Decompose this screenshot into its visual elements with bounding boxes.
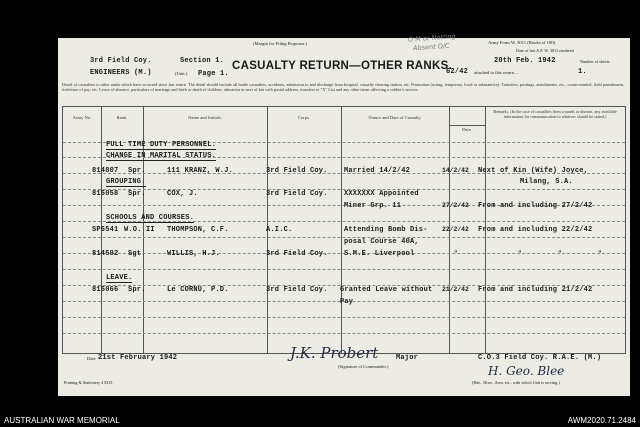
casualty-return-form — [58, 32, 630, 396]
r3-nature-2: posal Course 40A, — [344, 238, 419, 246]
r2-nature-1: XXXXXXX Appointed — [344, 190, 419, 198]
date-value: 21st February 1942 — [98, 354, 178, 362]
r3-remarks: From and including 22/2/42 — [478, 226, 593, 234]
r1-army-no: 814807 — [92, 167, 119, 175]
r3-army-no: SP6541 — [92, 226, 119, 234]
heading-leave: LEAVE. — [106, 274, 133, 282]
r2-corps: 3rd Field Coy. — [266, 190, 328, 198]
attached-label: attached to this return.... — [474, 70, 519, 75]
form-title: CASUALTY RETURN—OTHER RANKS. — [232, 60, 453, 72]
caption-institution: AUSTRALIAN WAR MEMORIAL — [4, 416, 120, 425]
r1-date: 14/2/42 — [442, 167, 469, 174]
col-army-no: Army No. — [72, 115, 92, 120]
r5-rank: Spr. — [128, 286, 146, 294]
r2-remarks: From and including 27/2/42 — [478, 202, 593, 210]
heading-full-time: FULL TIME DUTY PERSONNEL. — [106, 141, 217, 149]
r1-nature: Married 14/2/42 — [344, 167, 411, 175]
section-number: Section 1. — [180, 57, 225, 65]
col-date: Date. — [462, 127, 472, 132]
col-name: Name and Initials. — [188, 115, 222, 120]
heading-schools: SCHOOLS AND COURSES. — [106, 214, 195, 222]
r4-ditto-date: " — [454, 250, 458, 257]
r1-remarks-2: Milang, S.A. — [520, 178, 573, 186]
r4-name: WILLIS, H.J. — [167, 250, 220, 258]
col-remarks: Remarks. (In the case of casualties from wounds or disease, any available information for communication to relatives should be stated.) — [493, 109, 617, 119]
signature-label: (Signature of Commander.) — [338, 364, 389, 369]
pencil-note-2: Absent O/C — [412, 41, 450, 53]
r5-army-no: 815066 — [92, 286, 119, 294]
r5-name: Le CORNU, P.D. — [167, 286, 229, 294]
r4-ditto-remarks-1: " — [518, 250, 522, 257]
r4-ditto-remarks-3: " — [598, 250, 602, 257]
r4-rank: Sgt. — [128, 250, 146, 258]
unit-serving: C.O.3 Field Coy. R.A.E. (M.) — [478, 354, 602, 362]
heading-grouping: GROUPING. — [106, 178, 146, 186]
r1-remarks-1: Next of Kin (Wife) Joyce, — [478, 167, 589, 175]
r5-date: 21/2/42 — [442, 286, 469, 293]
pencil-note-1: O M or Notting — [407, 32, 456, 44]
attached-value: 1. — [578, 68, 587, 76]
commander-signature: J.K. Probert — [290, 344, 379, 362]
army-form-number: Army Form W. 3011 (Books of 100). — [488, 40, 557, 45]
return-number: 62/42 — [446, 68, 469, 76]
r1-rank: Spr. — [128, 167, 146, 175]
date-last-label: Date of last A.F. W. 3011 rendered — [516, 48, 574, 53]
heading-marital: CHANGE IN MARITAL STATUS. — [106, 152, 217, 160]
r2-date: 27/2/42 — [442, 202, 469, 209]
r5-nature-2: Pay — [340, 298, 354, 306]
r4-corps: 3rd Field Coy. — [266, 250, 328, 258]
r2-nature-2: Miner Grp. 11 — [344, 202, 402, 210]
date-label: Date — [87, 356, 96, 361]
r1-name: 111 KRANZ, W.J. — [167, 167, 234, 175]
r2-rank: Spr. — [128, 190, 146, 198]
r3-rank: W.O. II — [124, 226, 155, 234]
unit-name: 3rd Field Coy. — [90, 57, 152, 65]
commander-rank: Major — [396, 354, 419, 362]
unit-label: (Unit.) — [175, 71, 188, 76]
page-number: Page 1. — [198, 70, 229, 78]
r2-army-no: 815058 — [92, 190, 119, 198]
unit-serving-label: (Bde., Divn., Area, etc., with which Unit is serving.) — [472, 380, 560, 385]
date-last-value: 20th Feb. 1942 — [494, 57, 556, 65]
r5-nature-1: Granted Leave without — [340, 286, 433, 294]
r3-nature-1: Attending Bomb Dis- — [344, 226, 428, 234]
margin-note: (Margin for Filing Purposes.) — [253, 41, 308, 46]
r5-remarks: From and including 21/2/42 — [478, 286, 593, 294]
r4-army-no: 814592 — [92, 250, 119, 258]
r3-date: 22/2/42 — [442, 226, 469, 233]
printer-imprint: Printing & Stationery 4 M.D. — [64, 380, 114, 385]
col-nature: Nature and Date of Casualty. — [368, 115, 422, 120]
r4-ditto-remarks-2: " — [558, 250, 562, 257]
r3-nature-3: S.M.E. Liverpool — [344, 250, 415, 258]
r3-name: THOMPSON, C.F. — [167, 226, 229, 234]
r1-corps: 3rd Field Coy. — [266, 167, 328, 175]
unit-signature: H. Geo. Blee — [488, 364, 565, 378]
r3-corps: A.I.C. — [266, 226, 293, 234]
number-sheets-label: Number of sheets — [580, 59, 610, 64]
r2-name: COX, J. — [167, 190, 198, 198]
unit-corps: ENGINEERS (M.) — [90, 69, 152, 77]
instructions-paragraph: Detail of casualties to other ranks which have occurred since last return. The detail should include all battle casualties, accidents, admission to and discharge from hospital, casualty clearing station, etc. Promotion (acting, temporary, local or substantive). Transfers, postings, attachments, etc., courts-martial, field punishment, forfeiture of pay, etc. Leave of absence, particulars of marriage and birth or death of children, alteration in next of kin with postal address, transfers to "X" List and any other items affecting a soldier's service. — [62, 82, 624, 93]
caption-accession: AWM2020.71.2484 — [567, 416, 636, 425]
r5-corps: 3rd Field Coy. — [266, 286, 328, 294]
col-rank: Rank. — [116, 115, 128, 120]
col-corps: Corps. — [297, 115, 311, 120]
